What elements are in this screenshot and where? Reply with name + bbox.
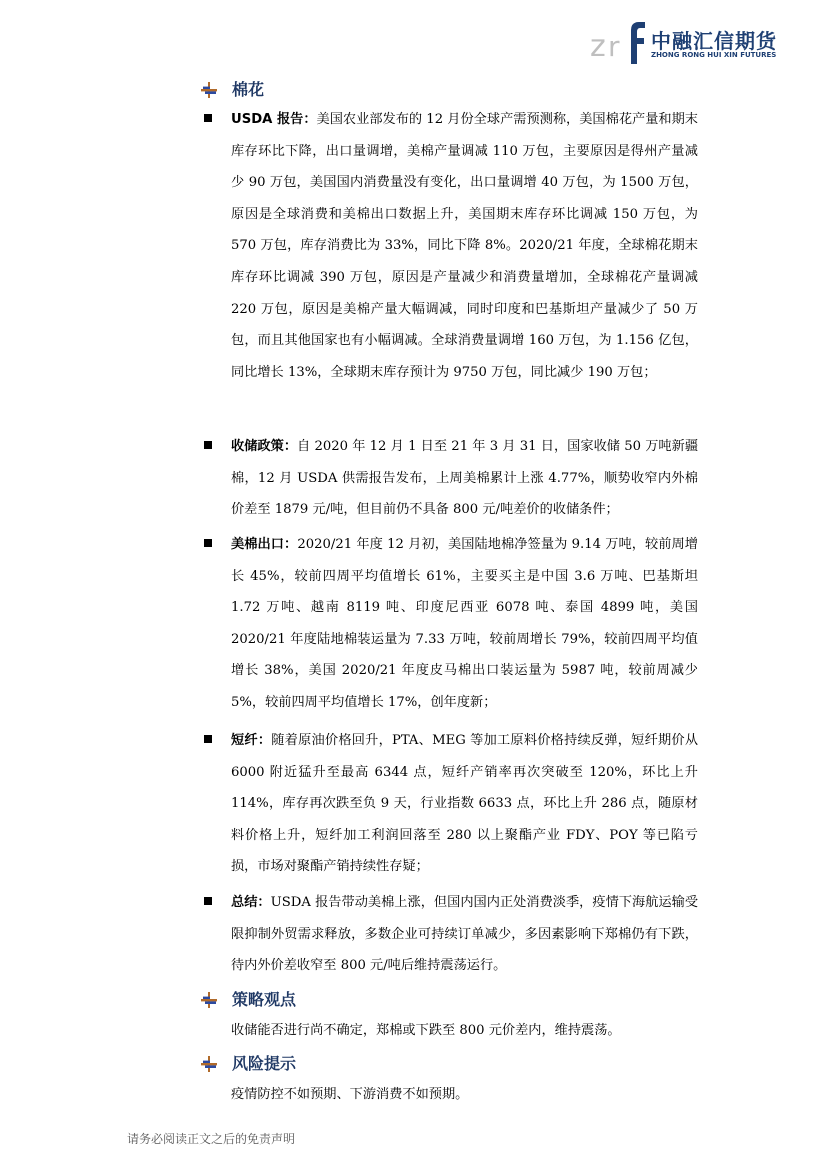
zrf-logo-mark-icon: [588, 20, 648, 64]
svg-text:r: r: [608, 30, 620, 63]
logo-chinese-name: 中融汇信期货: [651, 29, 777, 53]
bullet-text: 2020/21 年度 12 月初，美国陆地棉净签量为 9.14 万吨，较前周增长 45%，较前四周平均值增长 61%，主要买主是中国 3.6 万吨、巴基斯坦 1.72 万吨、越南 8119 吨、印度尼西亚 6078 吨、泰国 4899 吨，美国 2020/21 年度陆地棉装运量为 7.33 万吨，较前周增长 79%，较前四周平均值增长 38%，美国 2020/21 年度皮马棉出口装运量为 5987 吨，较前周减少 5%，较前四周平均值增长 17%，创年度新；: [231, 537, 698, 710]
bullet-text: 随着原油价格回升，PTA、MEG 等加工原料价格持续反弹，短纤期价从 6000 附近猛升至最高 6344 点，短纤产销率再次突破至 120%，环比上升 114%，库存再次跌至负 9 天，行业指数 6633 点，环比上升 286 点，随原材料价格上升，短纤加工利润回落至 280 以上聚酯产业 FDY、POY 等已陷亏损，市场对聚酯产销持续性存疑；: [231, 733, 699, 875]
bullet-paragraph: [231, 104, 698, 388]
footer-disclaimer: 请务必阅读正文之后的免责声明: [127, 1132, 296, 1146]
heading-text: 棉花: [232, 80, 265, 99]
risk-text: 疫情防控不如预期、下游消费不如预期。: [231, 1087, 469, 1102]
bullet-square-icon: [204, 539, 212, 547]
pushpin-icon: [200, 1055, 218, 1073]
bullet-label: 总结：: [231, 895, 271, 910]
bullet-label: 美棉出口：: [231, 537, 298, 552]
bullet-text: 自 2020 年 12 月 1 日至 21 年 3 月 31 日，国家收储 50 万吨新疆棉，12 月 USDA 供需报告发布，上周美棉累计上涨 4.77%，顺势收窄内外棉价差至 1879 元/吨，但目前仍不具备 800 元/吨差价的收储条件；: [231, 439, 698, 518]
bullet-square-icon: [204, 441, 212, 449]
bullet-label: 短纤：: [231, 733, 272, 748]
pushpin-icon: [200, 991, 218, 1009]
bullet-label: 收储政策：: [231, 439, 298, 454]
bullet-text: USDA 报告带动美棉上涨，但国内国内正处消费淡季，疫情下海航运输受限抑制外贸需求释放，多数企业可持续订单减少，多因素影响下郑棉仍有下跌，待内外价差收窄至 800 元/吨后维持震荡运行。: [231, 895, 699, 974]
bullet-paragraph: [231, 431, 698, 526]
bullet-label: USDA 报告：: [231, 112, 317, 127]
bullet-square-icon: [204, 897, 212, 905]
bullet-summary: [200, 887, 698, 982]
bullet-usda-report: [200, 104, 698, 388]
bullet-square-icon: [204, 735, 212, 743]
bullet-staple-fiber: [200, 725, 698, 883]
logo-english-name: ZHONG RONG HUI XIN FUTURES: [651, 51, 777, 59]
heading-text: 风险提示: [232, 1054, 297, 1073]
bullet-paragraph: [231, 887, 698, 982]
company-logo: [588, 20, 788, 64]
bullet-paragraph: [231, 529, 698, 719]
pushpin-icon: [200, 81, 218, 99]
heading-text: 策略观点: [232, 990, 297, 1009]
bullet-text: 美国农业部发布的 12 月份全球产需预测称，美国棉花产量和期末库存环比下降，出口量调增，美棉产量调减 110 万包，主要原因是得州产量减少 90 万包，美国国内消费量没有变化，出口量调增 40 万包，为 1500 万包，原因是全球消费和美棉出口数据上升，美国期末库存环比调减 150 万包，为 570 万包，库存消费比为 33%，同比下降 8%。2020/21 年度，全球棉花期末库存环比调减 390 万包，原因是产量减少和消费量增加，全球棉花产量调减 220 万包，原因是美棉产量大幅调减，同时印度和巴基斯坦产量减少了 50 万包，而且其他国家也有小幅调减。全球消费量调增 160 万包，为 1.156 亿包，同比增长 13%，全球期末库存预计为 9750 万包，同比减少 190 万包；: [231, 112, 698, 380]
bullet-square-icon: [204, 114, 212, 122]
strategy-text: 收储能否进行尚不确定，郑棉或下跌至 800 元价差内，维持震荡。: [231, 1023, 621, 1038]
svg-text:z: z: [590, 29, 606, 64]
bullet-reserve-policy: [200, 431, 698, 526]
bullet-us-cotton-export: [200, 529, 698, 719]
bullet-paragraph: [231, 725, 698, 883]
